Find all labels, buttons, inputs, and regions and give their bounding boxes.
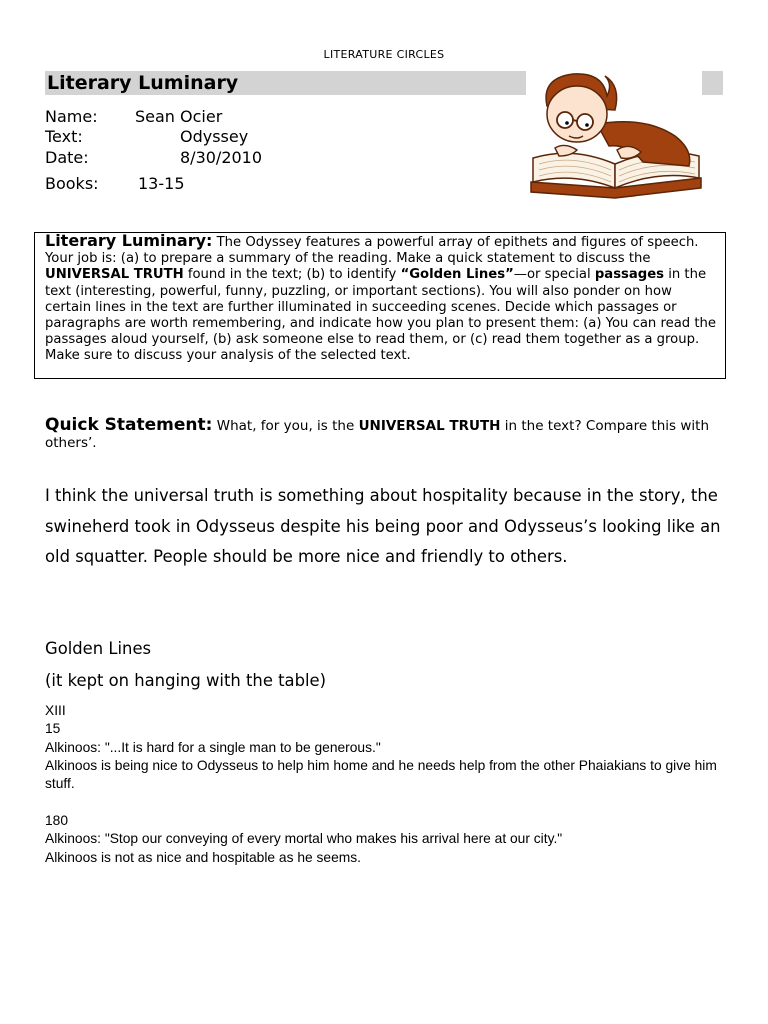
role-description-text-2: found in the text; (b) to identify	[183, 267, 401, 283]
document-header: LITERATURE CIRCLES	[323, 48, 445, 61]
golden-line-entry	[45, 702, 735, 793]
golden-line-quote: Alkinoos: "...It is hard for a single man to be generous."	[45, 739, 381, 755]
role-description	[45, 233, 721, 365]
quick-statement-heading: Quick Statement:	[45, 415, 213, 435]
golden-line-comment: Alkinoos is being nice to Odysseus to help him home and he needs help from the other Phaiakians to give him stuff.	[45, 757, 717, 792]
role-description-text-3: —or special	[513, 267, 595, 283]
line-number: 180	[45, 813, 69, 828]
quick-statement-answer: I think the universal truth is something about hospitality because in the story, the swineherd took in Odysseus despite his being poor and Odysseus’s looking like an old squatter. People should be more nice and friendly to others.	[45, 486, 721, 566]
quick-statement-prompt	[45, 417, 725, 452]
role-description-text-4: in the text (interesting, powerful, funny, puzzling, or important sections). You will also ponder on how certain lines in the text are further illuminated in succeeding scenes. Decide which passages or paragraphs are worth remembering, and indicate how you plan to present them: (a) You can read the passages aloud yourself, (b) ask someone else to read them, or (c) read them together as a group. Make sure to discuss your analysis of the selected text.	[45, 267, 717, 364]
books-label: Books:	[45, 174, 99, 193]
universal-truth-emphasis: UNIVERSAL TRUTH	[45, 267, 184, 283]
text-value: Odyssey	[180, 127, 249, 146]
golden-lines-emphasis: “Golden Lines”	[400, 267, 514, 283]
name-value: Sean Ocier	[135, 107, 223, 126]
book-number: XIII	[45, 703, 66, 718]
passages-emphasis: passages	[594, 267, 665, 283]
quick-statement-emphasis: UNIVERSAL TRUTH	[358, 418, 501, 434]
quick-statement-text-1: What, for you, is the	[212, 418, 359, 434]
golden-line-entry	[45, 812, 735, 867]
role-description-text-1: The Odyssey features a powerful array of epithets and figures of speech. Your job is: (a) to prepare a summary of the reading. Make a quick statement to discuss the	[45, 235, 699, 267]
reader-with-book-icon	[525, 70, 705, 205]
golden-line-comment: Alkinoos is not as nice and hospitable as he seems.	[45, 849, 361, 865]
text-label: Text:	[45, 127, 83, 146]
line-number: 15	[45, 721, 61, 737]
golden-line-quote: Alkinoos: "Stop our conveying of every mortal who makes his arrival here at our city."	[45, 831, 563, 847]
page-title: Literary Luminary	[47, 72, 239, 94]
role-description-heading: Literary Luminary:	[45, 231, 213, 250]
name-label: Name:	[45, 107, 98, 126]
golden-lines-title: Golden Lines	[45, 639, 152, 658]
date-label: Date:	[45, 148, 89, 167]
books-value: 13-15	[138, 174, 185, 193]
quick-statement-text-2: in the text? Compare this with others’.	[45, 418, 710, 451]
title-bar-end-block	[702, 71, 723, 95]
golden-lines-note: (it kept on hanging with the table)	[45, 671, 327, 690]
date-value: 8/30/2010	[180, 148, 263, 167]
